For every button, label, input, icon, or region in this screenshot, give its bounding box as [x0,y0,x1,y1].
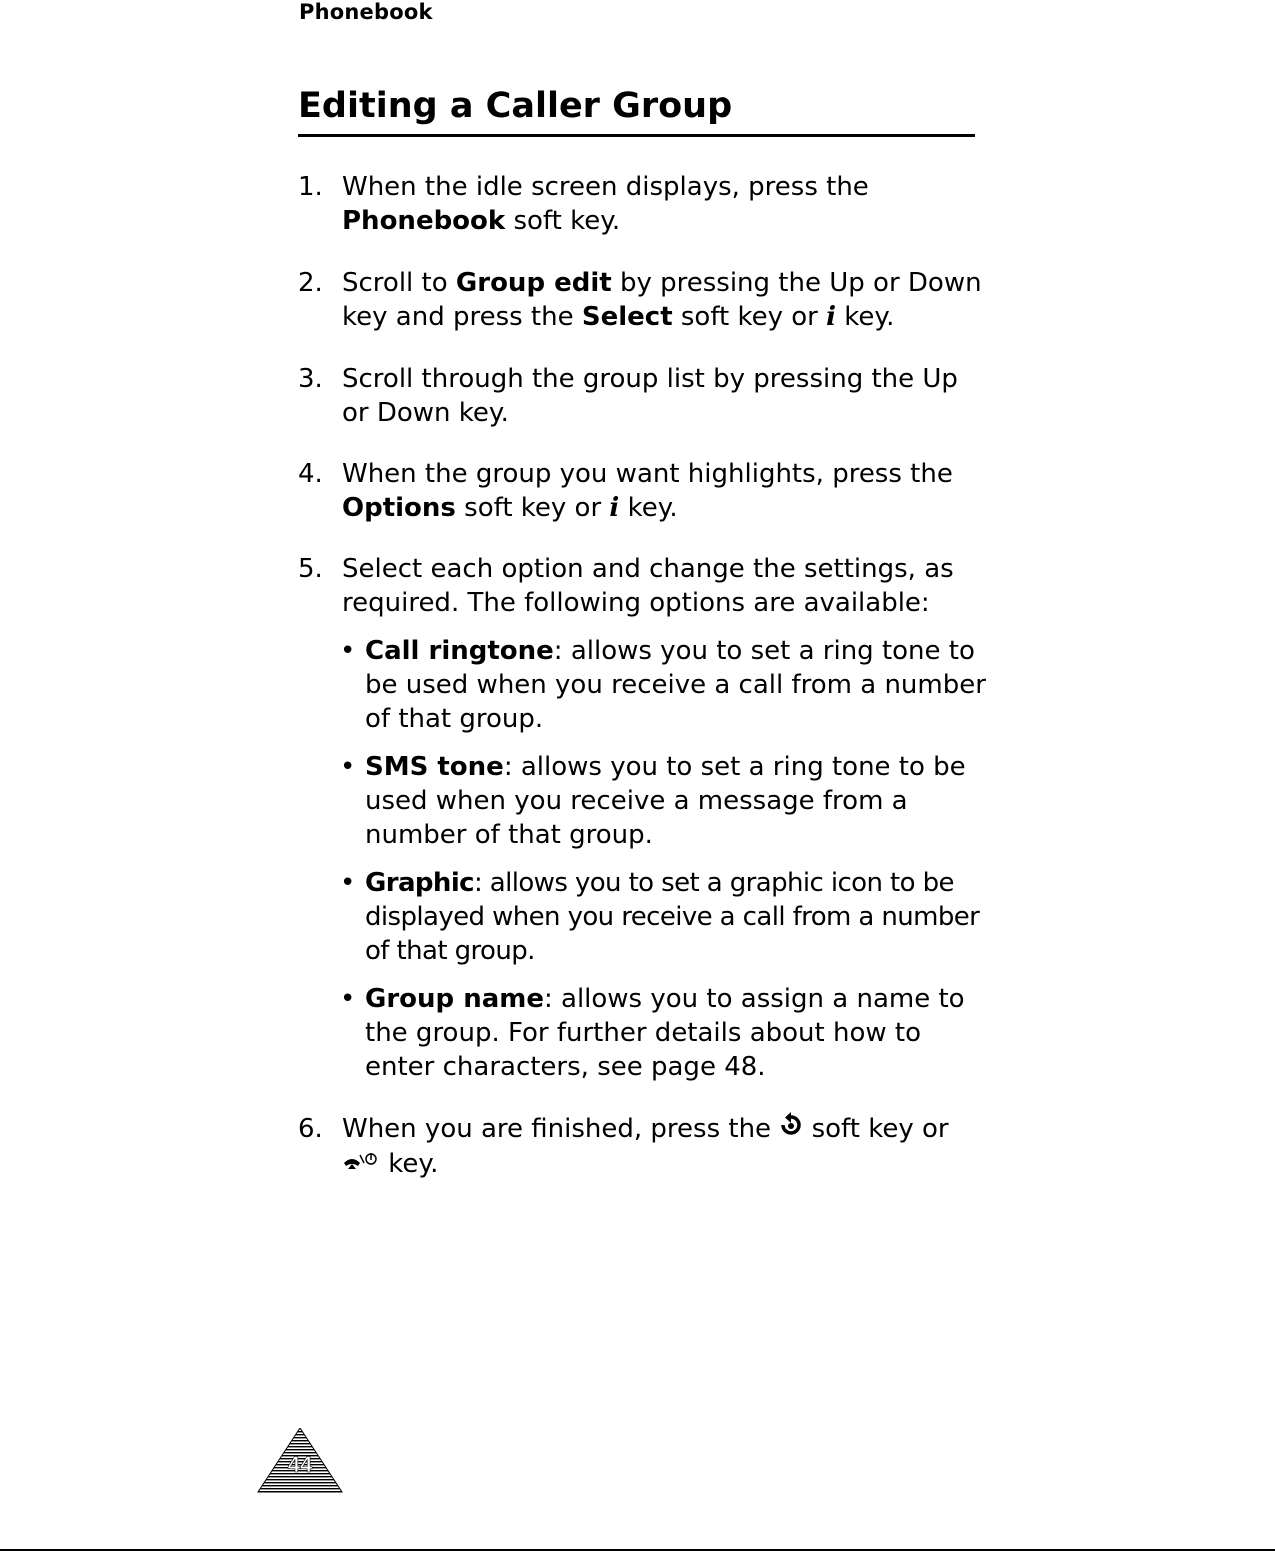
bullet: • [340,868,356,898]
step-text: When the idle screen displays, press the [342,172,869,202]
step-4 [298,457,988,525]
option-name: Group name [365,984,544,1014]
step-2 [298,266,988,334]
running-header: Phonebook [299,0,433,24]
option-group-name [340,982,990,1084]
option-graphic [340,866,990,968]
page-title: Editing a Caller Group [298,84,975,137]
option-name: Graphic [365,868,474,898]
key-name: Options [342,493,456,523]
bullet: • [340,984,356,1014]
step-number: 3. [298,364,323,394]
step-text: soft key. [513,206,621,236]
step-text: key. [627,493,678,523]
step-5 [298,552,988,620]
step-text: Scroll to [342,268,448,298]
step-number: 2. [298,268,323,298]
info-key-icon: i [609,493,620,523]
step-6 [298,1112,988,1182]
option-name: SMS tone [365,752,504,782]
option-call-ringtone [340,634,990,736]
menu-name: Group edit [455,268,612,298]
step-number: 6. [298,1114,323,1144]
step-text: soft key or [464,493,602,523]
key-name: Phonebook [342,206,506,236]
step-3 [298,362,988,430]
option-name: Call ringtone [365,636,554,666]
step-text: key. [844,302,895,332]
bullet: • [340,752,356,782]
info-key-icon: i [826,302,837,332]
page-number: 44 [287,1452,313,1477]
key-name: Select [581,302,673,332]
step-text: by pressing the Up or Down key and press the [342,268,982,332]
step-text: key. [388,1149,439,1179]
step-number: 4. [298,459,323,489]
bottom-rule [0,1549,1275,1551]
step-text: When you are finished, press the [342,1114,772,1144]
step-1 [298,170,988,238]
option-desc: : allows you to set a ring tone to be used when you receive a call from a number of that group. [365,636,986,734]
option-sms-tone [340,750,990,852]
end-power-key-icon [342,1148,380,1182]
step-number: 5. [298,554,323,584]
step-text: soft key or [811,1114,949,1144]
bullet: • [340,636,356,666]
option-desc: : allows you to assign a name to the group. For further details about how to enter characters, see page 48. [365,984,965,1082]
option-desc: : allows you to set a ring tone to be used when you receive a message from a number of that group. [365,752,966,850]
step-text: soft key or [680,302,818,332]
back-arrow-icon [779,1112,803,1147]
option-desc: : allows you to set a graphic icon to be displayed when you receive a call from a number of that group. [365,868,980,966]
step-text: Select each option and change the settings, as required. The following options are available: [342,554,954,618]
page-number-badge [257,1428,343,1498]
step-text: When the group you want highlights, press the [342,459,953,489]
step-number: 1. [298,172,323,202]
step-text: Scroll through the group list by pressing the Up or Down key. [342,364,958,428]
